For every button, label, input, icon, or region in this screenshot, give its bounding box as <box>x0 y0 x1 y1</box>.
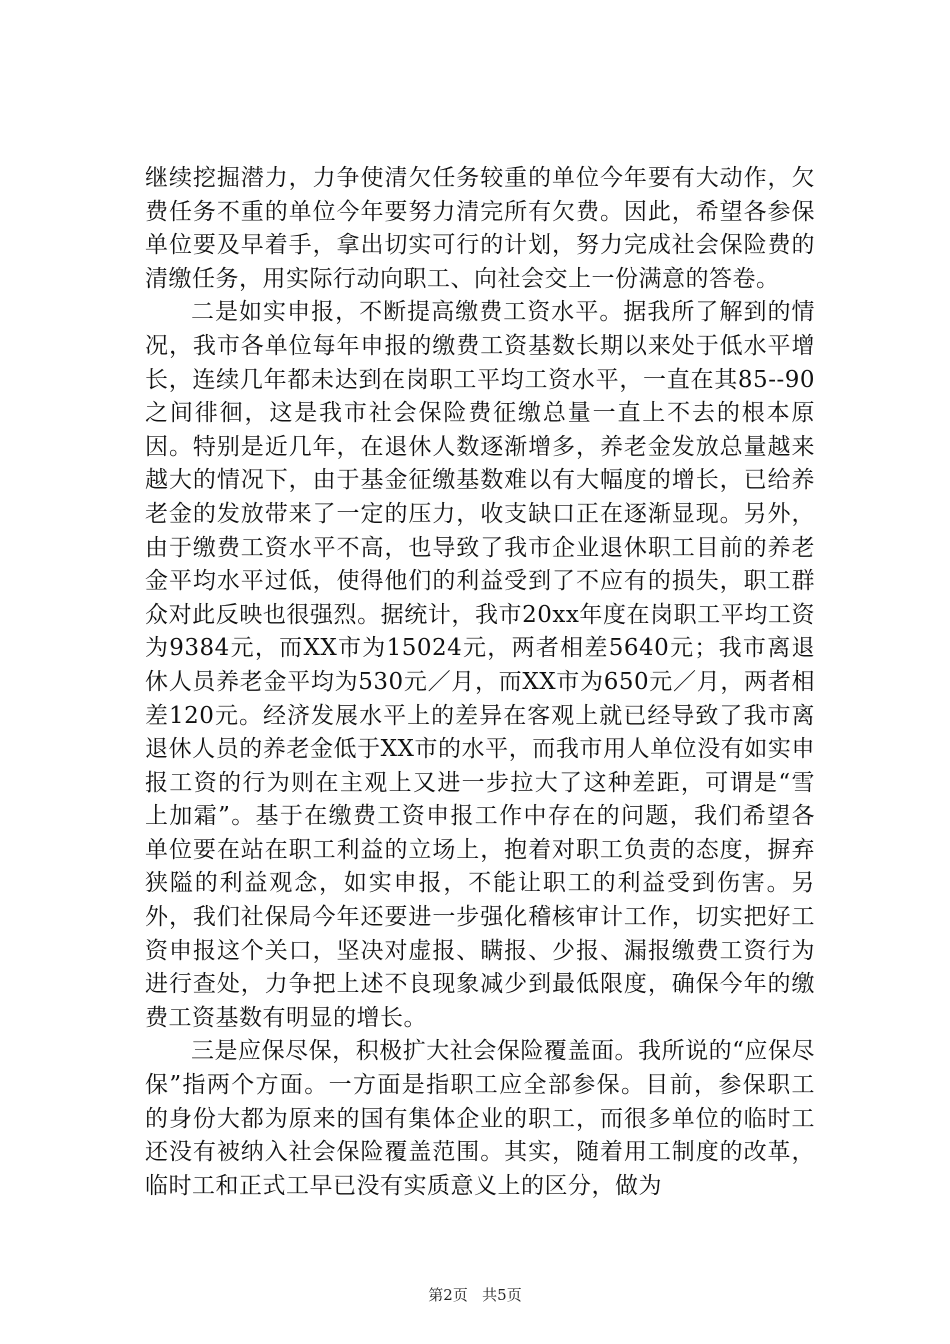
paragraph-1: 继续挖掘潜力，力争使清欠任务较重的单位今年要有大动作，欠费任务不重的单位今年要努力清完所有欠费。因此，希望各参保单位要及早着手，拿出切实可行的计划，努力完成社会保险费的清缴任务，用实际行动向职工、向社会交上一份满意的答卷。 <box>145 165 815 292</box>
page-number: 第2页 <box>428 1286 468 1304</box>
page-total: 共5页 <box>482 1286 522 1304</box>
document-body <box>145 162 815 1203</box>
paragraph-3: 三是应保尽保，积极扩大社会保险覆盖面。我所说的“应保尽保”指两个方面。一方面是指职工应全部参保。目前，参保职工的身份大都为原来的国有集体企业的职工，而很多单位的临时工还没有被纳入社会保险覆盖范围。其实，随着用工制度的改革，临时工和正式工早已没有实质意义上的区分，做为 <box>145 1038 815 1199</box>
paragraph-2: 二是如实申报，不断提高缴费工资水平。据我所了解到的情况，我市各单位每年申报的缴费工资基数长期以来处于低水平增长，连续几年都未达到在岗职工平均工资水平，一直在其85--90之间徘徊，这是我市社会保险费征缴总量一直上不去的根本原因。特别是近几年，在退休人数逐渐增多，养老金发放总量越来越大的情况下，由于基金征缴基数难以有大幅度的增长，已给养老金的发放带来了一定的压力，收支缺口正在逐渐显现。另外，由于缴费工资水平不高，也导致了我市企业退休职工目前的养老金平均水平过低，使得他们的利益受到了不应有的损失，职工群众对此反映也很强烈。据统计，我市20xx年度在岗职工平均工资为9384元，而XX市为15024元，两者相差5640元；我市离退休人员养老金平均为530元／月，而XX市为650元／月，两者相差120元。经济发展水平上的差异在客观上就已经导致了我市离退休人员的养老金低于XX市的水平，而我市用人单位没有如实申报工资的行为则在主观上又进一步拉大了这种差距，可谓是“雪上加霜”。基于在缴费工资申报工作中存在的问题，我们希望各单位要在站在职工利益的立场上，抱着对职工负责的态度，摒弃狭隘的利益观念，如实申报，不能让职工的利益受到伤害。另外，我们社保局今年还要进一步强化稽核审计工作，切实把好工资申报这个关口，坚决对虚报、瞒报、少报、漏报缴费工资行为进行查处，力争把上述不良现象减少到最低限度，确保今年的缴费工资基数有明显的增长。 <box>145 299 815 1031</box>
page-footer <box>0 1284 950 1305</box>
footer-spacer <box>473 1286 478 1304</box>
